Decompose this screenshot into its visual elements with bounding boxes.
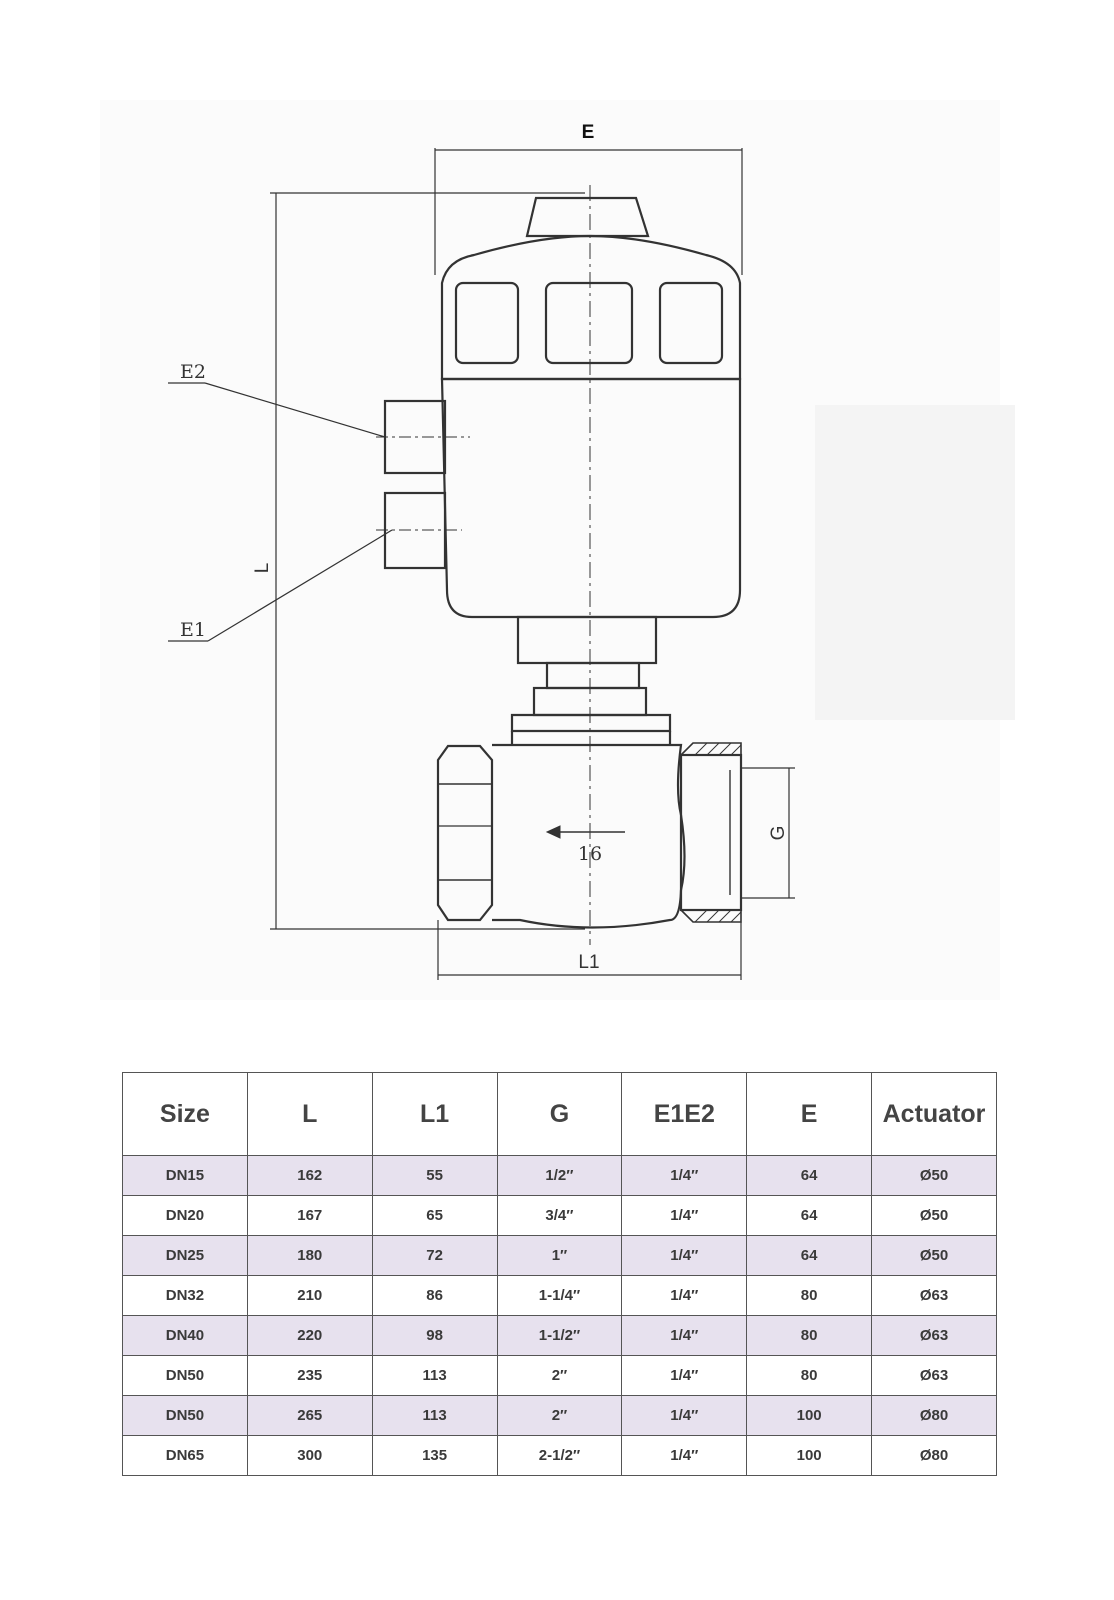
cell-e: 80 <box>747 1356 872 1396</box>
cell-e1e2: 1/4″ <box>622 1236 747 1276</box>
cell-size: DN50 <box>123 1396 248 1436</box>
cell-e1e2: 1/4″ <box>622 1356 747 1396</box>
table-row <box>123 1196 997 1236</box>
cell-l1: 113 <box>372 1356 497 1396</box>
dimension-e-label: E <box>581 122 595 143</box>
cell-e1e2: 1/4″ <box>622 1276 747 1316</box>
cell-g: 3/4″ <box>497 1196 622 1236</box>
header-size: Size <box>123 1073 248 1156</box>
cell-e: 64 <box>747 1236 872 1276</box>
cell-e1e2: 1/4″ <box>622 1396 747 1436</box>
cell-actuator: Ø50 <box>872 1196 997 1236</box>
dimension-l-label: L <box>252 562 273 574</box>
cell-e1e2: 1/4″ <box>622 1316 747 1356</box>
cell-e: 100 <box>747 1396 872 1436</box>
cell-actuator: Ø80 <box>872 1396 997 1436</box>
cell-size: DN50 <box>123 1356 248 1396</box>
cell-l1: 55 <box>372 1156 497 1196</box>
cell-l: 180 <box>247 1236 372 1276</box>
header-actuator: Actuator <box>872 1073 997 1156</box>
dimension-l1-label: L1 <box>578 952 600 973</box>
cell-actuator: Ø50 <box>872 1156 997 1196</box>
cell-g: 1″ <box>497 1236 622 1276</box>
cell-g: 1-1/2″ <box>497 1316 622 1356</box>
cell-l1: 65 <box>372 1196 497 1236</box>
cell-actuator: Ø63 <box>872 1316 997 1356</box>
table-row <box>123 1276 997 1316</box>
cell-g: 1-1/4″ <box>497 1276 622 1316</box>
cell-e: 80 <box>747 1276 872 1316</box>
cell-actuator: Ø50 <box>872 1236 997 1276</box>
cell-size: DN32 <box>123 1276 248 1316</box>
cell-l: 162 <box>247 1156 372 1196</box>
cell-size: DN15 <box>123 1156 248 1196</box>
table-header-row <box>123 1073 997 1156</box>
cell-e1e2: 1/4″ <box>622 1196 747 1236</box>
cell-l: 235 <box>247 1356 372 1396</box>
header-e1e2: E1E2 <box>622 1073 747 1156</box>
cell-actuator: Ø80 <box>872 1436 997 1476</box>
table-row <box>123 1316 997 1356</box>
background-panel <box>815 405 1015 720</box>
table-row <box>123 1236 997 1276</box>
cell-e: 64 <box>747 1196 872 1236</box>
label-e2: E2 <box>180 361 206 383</box>
cell-l: 210 <box>247 1276 372 1316</box>
cell-size: DN65 <box>123 1436 248 1476</box>
cell-l1: 135 <box>372 1436 497 1476</box>
cell-size: DN40 <box>123 1316 248 1356</box>
table-row <box>123 1156 997 1196</box>
cell-g: 2″ <box>497 1356 622 1396</box>
cell-l: 265 <box>247 1396 372 1436</box>
header-l: L <box>247 1073 372 1156</box>
cell-size: DN20 <box>123 1196 248 1236</box>
table-row <box>123 1356 997 1396</box>
cell-e1e2: 1/4″ <box>622 1156 747 1196</box>
table-row <box>123 1396 997 1436</box>
dimension-g-label: G <box>768 825 789 841</box>
cell-actuator: Ø63 <box>872 1356 997 1396</box>
cell-l1: 72 <box>372 1236 497 1276</box>
cell-g: 2″ <box>497 1396 622 1436</box>
spec-table <box>122 1072 997 1476</box>
cell-g: 1/2″ <box>497 1156 622 1196</box>
header-e: E <box>747 1073 872 1156</box>
cell-l: 300 <box>247 1436 372 1476</box>
cell-g: 2-1/2″ <box>497 1436 622 1476</box>
cell-l1: 113 <box>372 1396 497 1436</box>
flow-label: 16 <box>577 843 603 865</box>
header-l1: L1 <box>372 1073 497 1156</box>
table-row <box>123 1436 997 1476</box>
label-e1: E1 <box>180 619 206 641</box>
cell-e: 80 <box>747 1316 872 1356</box>
cell-e: 64 <box>747 1156 872 1196</box>
cell-actuator: Ø63 <box>872 1276 997 1316</box>
cell-e1e2: 1/4″ <box>622 1436 747 1476</box>
header-g: G <box>497 1073 622 1156</box>
cell-l1: 98 <box>372 1316 497 1356</box>
cell-l: 167 <box>247 1196 372 1236</box>
cell-size: DN25 <box>123 1236 248 1276</box>
cell-l1: 86 <box>372 1276 497 1316</box>
cell-e: 100 <box>747 1436 872 1476</box>
cell-l: 220 <box>247 1316 372 1356</box>
